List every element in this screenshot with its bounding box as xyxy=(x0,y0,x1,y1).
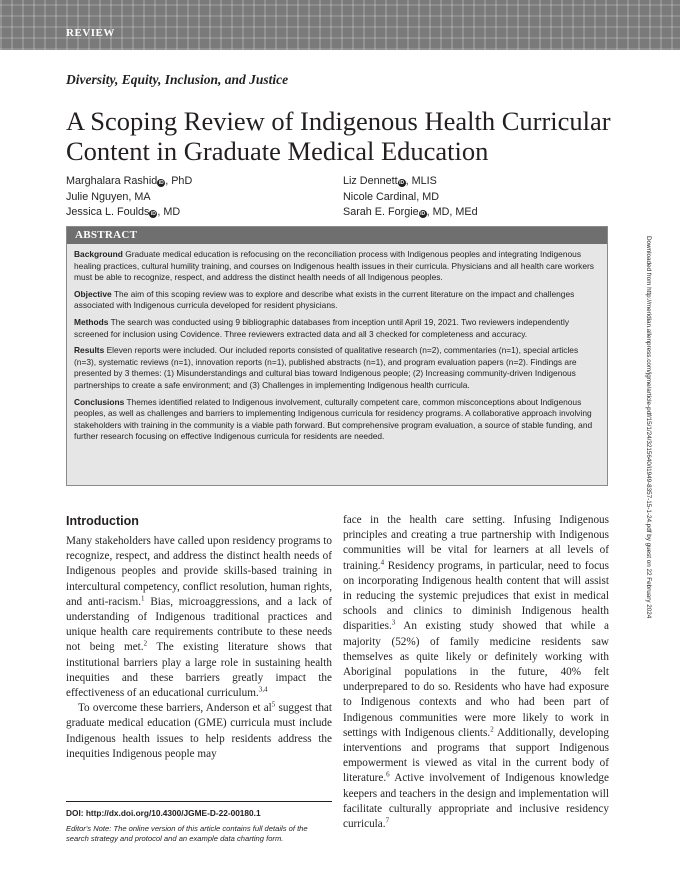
abstract-section: Background Graduate medical education is refocusing on the reconciliation process with Indigenous peoples and integrating Indigenous healing practices, cultural humility training, and courses on Indigenous health issues in their curricula. Physicians and all health care workers must be able to recognize, respect, and address the distinct health needs of all Indigenous peoples. xyxy=(74,249,594,283)
abstract-section-label: Conclusions xyxy=(74,396,125,407)
body-paragraph: To overcome these barriers, Anderson et $al^5$ suggest that graduate medical education (GME) curricula must include Indigenous health issues to help residents address the inequities Indigenous people may xyxy=(66,700,332,760)
abstract-section-label: Methods xyxy=(74,316,109,327)
author-name: Liz Dennett iD , MLIS xyxy=(343,175,437,187)
body-column-left xyxy=(66,534,332,762)
author-name: Nicole Cardinal, MD xyxy=(343,190,440,203)
author-name: Marghalara Rashid iD , PhD xyxy=(66,175,193,187)
citation-superscript: 6 xyxy=(386,770,390,779)
abstract-section-label: Background xyxy=(74,249,123,259)
citation-superscript: 1 xyxy=(141,594,145,603)
citation-superscript: 5 xyxy=(271,700,276,709)
abstract-section: Conclusions Themes identified related to Indigenous involvement, culturally competent care, common misconceptions about Indigenous peoples, as well as challenges and barriers to implementing Indigenous curricula for residency programs. A collaborative approach involving stakeholders with training in the community is a viable path forward. But comprehensive program evaluation, a source of stable funding, and further research focusing on effective Indigenous curricula for residents are needed. xyxy=(74,396,593,442)
abstract-section-label: Results xyxy=(74,345,105,356)
citation-superscript: 3,4 xyxy=(258,685,268,694)
footnote-rule xyxy=(66,801,332,802)
citation-superscript: 2 xyxy=(490,725,494,734)
citation-superscript: 3 xyxy=(391,618,396,627)
introduction-heading: Introduction xyxy=(66,514,139,528)
abstract-body xyxy=(67,244,607,443)
author-list-right xyxy=(343,174,478,221)
author-name: Sarah E. Forgie iD , MD, MEd xyxy=(343,206,478,218)
section-label: Diversity, Equity, Inclusion, and Justice xyxy=(66,72,289,87)
body-paragraph: face in the health care setting. Infusing Indigenous principles and creating a true partnership with Indigenous communities will be vital for learners at all levels of training.$^4$ Residency programs, in particular, need to focus on incorporating Indigenous health content that will assist in reducing the systemic prejudices that exist in medical schools and clinics to diminish Indigenous health disparities.$^3$ An existing study showed that while a majority (52%) of family medicine residents saw themselves as quite likely or definitely working with Aboriginal populations in the future, 40% felt underprepared to do so. Residents who have had exposure to Indigenous contexts and who had been part of Indigenous communities were more likely to work in settings with Indigenous clients.$^2$ Additionally, developing interventions and programs that support Indigenous empowerment is viewed as vital in the current body of literature.$^6$ Active involvement of Indigenous knowledge keepers and teachers in the design and implementation will facilitate culturally appropriate and inclusive residency curricula.$^7$ xyxy=(343,514,609,831)
article-title: A Scoping Review of Indigenous Health Curricular Content in Graduate Medical Education xyxy=(66,106,611,166)
abstract-section: Methods The search was conducted using 9 bibliographic databases from inception until April 19, 2021. Two reviewers independently screened for inclusion using Covidence. Three reviewers extracted data and all 3 checked for completeness and accuracy. xyxy=(74,316,570,339)
editor-note: Editor's Note: The online version of this article contains full details of the search strategy and protocol and an example data charting form. xyxy=(66,824,308,843)
abstract-section-label: Objective xyxy=(74,288,112,299)
download-note: Downloaded from http://meridian.allenpress.com/jgme/article-pdf/15/1/24/3215640/i1949-8357-15-1-24.pdf by guest on 22 February 2024 xyxy=(645,236,652,619)
doi-link[interactable]: DOI: http://dx.doi.org/10.4300/JGME-D-22-00180.1 xyxy=(66,808,261,818)
orcid-icon[interactable]: iD xyxy=(420,211,426,217)
abstract-section: Results Eleven reports were included. Our included reports consisted of qualitative research (n=2), commentaries (n=1), special articles (n=3), systematic reviews (n=1), innovation reports (n=1), published abstracts (n=1), and program evaluation papers (n=2). Findings are presented by 3 themes: (1) Misunderstandings and cultural bias toward Indigenous people; (2) Increasing community-driven Indigenous partnerships to create a safe environment; and (3) Challenges in implementing Indigenous health curricula. xyxy=(74,345,579,390)
body-column-right xyxy=(343,513,609,832)
review-label: REVIEW xyxy=(66,27,115,39)
citation-superscript: 2 xyxy=(143,639,148,648)
citation-superscript: 4 xyxy=(380,557,385,566)
author-list-left xyxy=(66,174,192,221)
citation-superscript: 7 xyxy=(385,816,390,825)
abstract-section: Objective The aim of this scoping review was to explore and describe what exists in the current literature on the impact and challenges associated with Indigenous curricula developed for resident physicians. xyxy=(74,288,575,311)
orcid-icon[interactable]: iD xyxy=(150,211,156,217)
abstract-box xyxy=(66,226,608,486)
author-name: Jessica L. Foulds iD , MD xyxy=(66,206,181,218)
body-paragraph: Many stakeholders have called upon residency programs to recognize, respect, and address the distinct health needs of Indigenous peoples and provide skills-based training in intercultural competency, conflict resolution, human rights, and anti-racism.$^1$ Bias, microaggressions, and a lack of understanding of Indigenous traditional practices and unique health care requirements contribute to these needs not being met.$^2$ The existing literature shows that institutional barriers play a large role in sustaining health inequities and these barriers greatly impact the effectiveness of an educational curriculum.$^{3,4}$ xyxy=(66,535,332,700)
header-band xyxy=(0,0,680,50)
orcid-icon[interactable]: iD xyxy=(158,180,164,186)
orcid-icon[interactable]: iD xyxy=(399,180,405,186)
author-name: Julie Nguyen, MA xyxy=(66,190,151,203)
abstract-heading: ABSTRACT xyxy=(67,227,607,244)
